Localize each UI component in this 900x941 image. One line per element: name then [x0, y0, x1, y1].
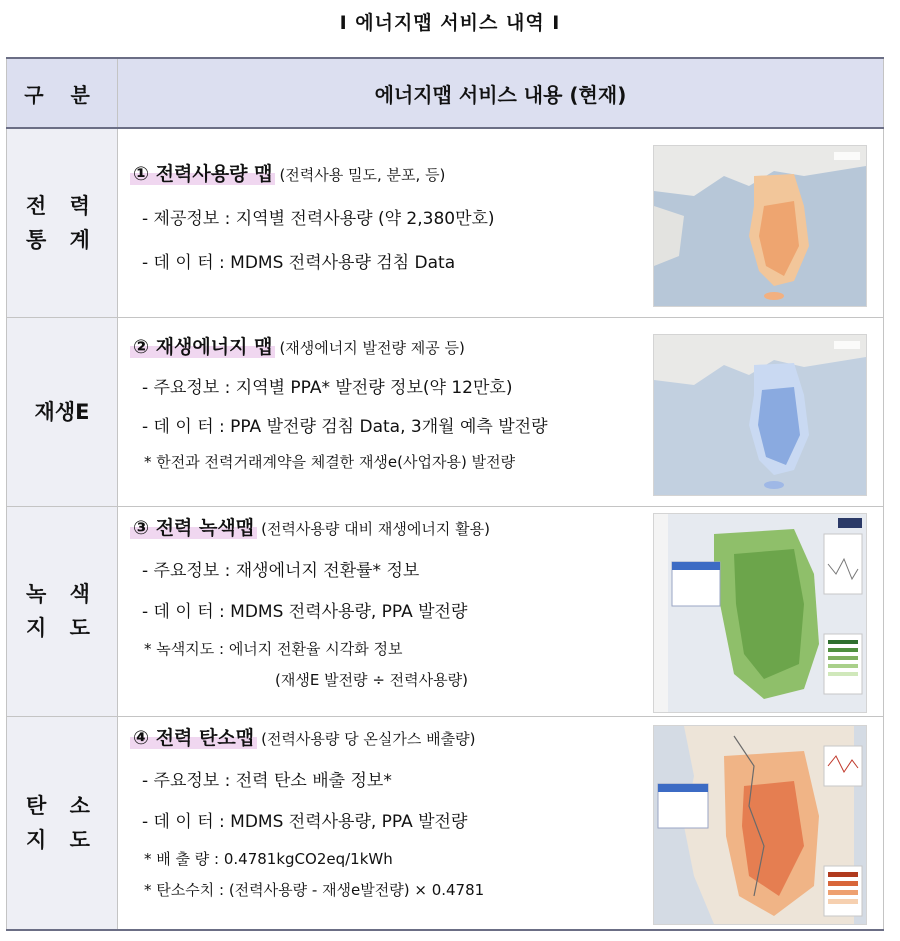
table-row — [7, 716, 884, 930]
section-subtitle: (전력사용량 당 온실가스 배출량) — [261, 729, 476, 748]
info-line: - 주요정보 : 전력 탄소 배출 정보* — [142, 770, 392, 791]
header-category: 구 분 — [7, 58, 118, 128]
data-line: - 데 이 터 : PPA 발전량 검침 Data, 3개월 예측 발전량 — [142, 416, 548, 437]
table-row — [7, 128, 884, 317]
category-label: 재생E — [34, 399, 90, 424]
section-title — [130, 513, 650, 540]
category-carbon-map — [7, 716, 118, 930]
content-renewable — [118, 317, 884, 506]
table-row — [7, 317, 884, 506]
footnote: * 녹색지도 : 에너지 전환율 시각화 정보 — [144, 639, 403, 658]
footnote-carbon-formula: * 탄소수치 : (전력사용량 - 재생e발전량) × 0.4781 — [144, 880, 485, 899]
section-title — [130, 723, 650, 750]
footnote-emission: * 배 출 량 : 0.4781kgCO2eq/1kWh — [144, 849, 393, 868]
green-map-image — [653, 513, 867, 713]
category-renewable — [7, 317, 118, 506]
content-green-map — [118, 506, 884, 716]
info-line: - 제공정보 : 지역별 전력사용량 (약 2,380만호) — [142, 209, 495, 229]
carbon-map-image — [653, 725, 867, 925]
section-title-main: ④ 전력 탄소맵 — [130, 727, 257, 749]
section-title — [130, 159, 650, 186]
footnote: * 한전과 전력거래계약을 체결한 재생e(사업자용) 발전량 — [144, 452, 516, 471]
section-title — [130, 332, 650, 359]
renewable-map-image — [653, 334, 867, 496]
section-title-main: ② 재생에너지 맵 — [130, 336, 275, 358]
section-title-main: ③ 전력 녹색맵 — [130, 517, 257, 539]
usage-map-image — [653, 145, 867, 307]
section-subtitle: (전력사용 밀도, 분포, 등) — [279, 166, 446, 184]
category-label: 탄 소 지 도 — [26, 793, 98, 852]
header-content: 에너지맵 서비스 내용 (현재) — [118, 58, 884, 128]
data-line: - 데 이 터 : MDMS 전력사용량, PPA 발전량 — [142, 601, 468, 622]
section-title-main: ① 전력사용량 맵 — [130, 163, 275, 185]
category-label: 전 력 통 계 — [26, 193, 98, 252]
table-row — [7, 506, 884, 716]
info-line: - 주요정보 : 지역별 PPA* 발전량 정보(약 12만호) — [142, 377, 513, 398]
footnote-formula: (재생E 발전량 ÷ 전력사용량) — [275, 670, 468, 689]
energy-map-service-table — [6, 57, 884, 931]
category-power-stats — [7, 128, 118, 317]
table-header-row — [7, 58, 884, 128]
category-green-map — [7, 506, 118, 716]
section-subtitle: (전력사용량 대비 재생에너지 활용) — [261, 519, 490, 538]
page-title: Ⅰ 에너지맵 서비스 내역 Ⅰ — [339, 12, 561, 34]
data-line: - 데 이 터 : MDMS 전력사용량 검침 Data — [142, 253, 456, 273]
data-line: - 데 이 터 : MDMS 전력사용량, PPA 발전량 — [142, 811, 468, 832]
content-power-usage — [118, 128, 884, 317]
category-label: 녹 색 지 도 — [26, 582, 98, 640]
section-subtitle: (재생에너지 발전량 제공 등) — [279, 338, 465, 357]
content-carbon-map — [118, 716, 884, 930]
info-line: - 주요정보 : 재생에너지 전환률* 정보 — [142, 560, 420, 581]
